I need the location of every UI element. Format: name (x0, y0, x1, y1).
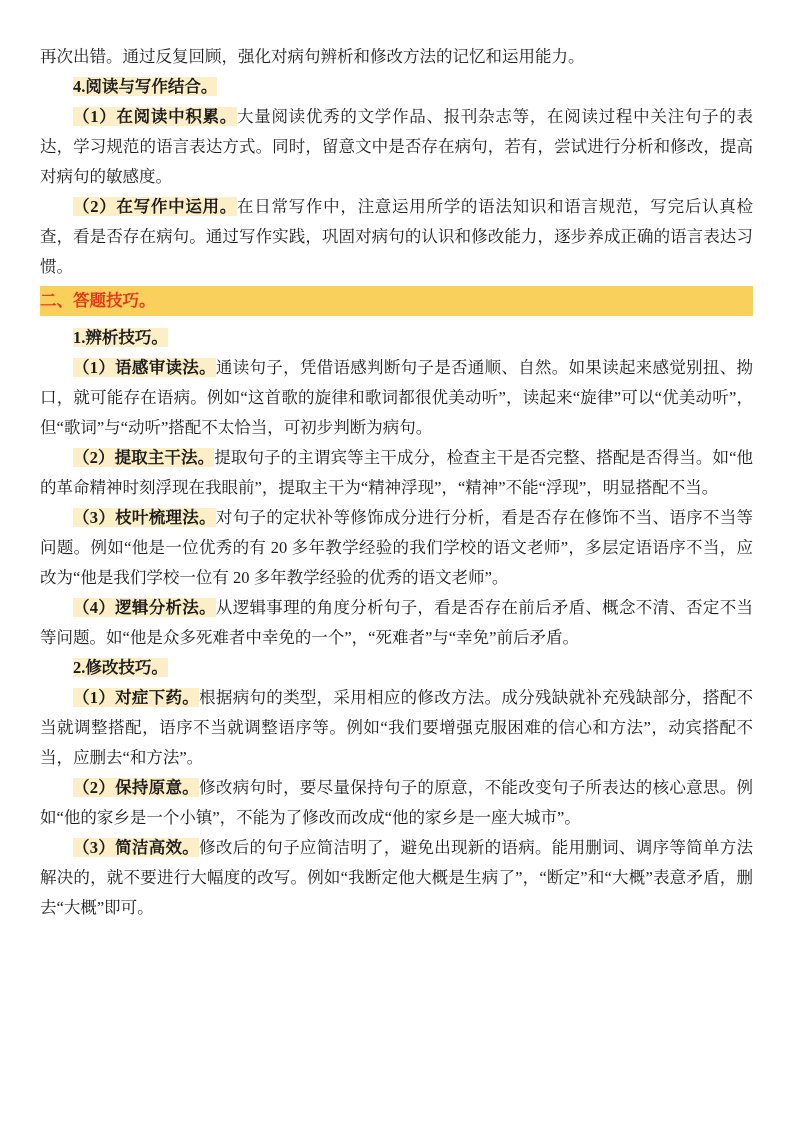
paragraph-targeted-remedy (40, 683, 753, 773)
subheading-text: 1.辨析技巧。 (73, 328, 168, 347)
paragraph-concise-efficient (40, 833, 753, 923)
paragraph-logic-analysis-method (40, 593, 753, 653)
paragraph-text: 再次出错。通过反复回顾，强化对病句辨析和修改方法的记忆和运用能力。 (40, 47, 585, 66)
paragraph-text: 提取句子的主谓宾等主干成分，检查主干是否完整、搭配是否得当。如“他的革命精神时刻浮现在我眼前”，提取主干为“精神浮现”，“精神”不能“浮现”，明显搭配不当。 (40, 448, 754, 497)
paragraph-keep-original-meaning (40, 773, 753, 833)
paragraph-text: 在日常写作中，注意运用所学的语法知识和语言规范，写完后认真检查，看是否存在病句。通过写作实践，巩固对病句的认识和修改能力，逐步养成正确的语言表达习惯。 (40, 197, 754, 276)
paragraph-text: 大量阅读优秀的文学作品、报刊杂志等，在阅读过程中关注句子的表达，学习规范的语言表达方式。同时，留意文中是否存在病句，若有，尝试进行分析和修改，提高对病句的敏感度。 (40, 107, 754, 186)
paragraph-writing-apply (40, 192, 753, 282)
inline-heading: （2）在写作中运用。 (73, 197, 237, 216)
paragraph-text: 根据病句的类型，采用相应的修改方法。成分残缺就补充残缺部分，搭配不当就调整搭配，语序不当就调整语序等。例如“我们要增强克服困难的信心和方法”，动宾搭配不当，应删去“和方法”。 (40, 688, 754, 767)
inline-heading: （2）提取主干法。 (73, 448, 215, 467)
continued-paragraph (40, 42, 753, 72)
paragraph-branch-leaf-method (40, 503, 753, 593)
inline-heading: （1）在阅读中积累。 (73, 107, 237, 126)
inline-heading: （1）对症下药。 (73, 688, 200, 707)
inline-heading: （2）保持原意。 (73, 778, 200, 797)
section-band-text: 二、答题技巧。 (40, 291, 156, 310)
section-band-answer-techniques (40, 286, 753, 316)
paragraph-trunk-extraction-method (40, 443, 753, 503)
subheading-analysis-techniques (40, 323, 753, 353)
subheading-reading-writing (40, 72, 753, 102)
paragraph-text: 从逻辑事理的角度分析句子，看是否存在前后矛盾、概念不清、否定不当等问题。如“他是众多死难者中幸免的一个”，“死难者”与“幸免”前后矛盾。 (40, 598, 754, 647)
paragraph-text: 对句子的定状补等修饰成分进行分析，看是否存在修饰不当、语序不当等问题。例如“他是一位优秀的有 20 多年教学经验的我们学校的语文老师”，多层定语语序不当，应改为“他是我们学校一位有 20 多年教学经验的优秀的语文老师”。 (40, 508, 754, 587)
inline-heading: （1）语感审读法。 (73, 358, 216, 377)
inline-heading: （4）逻辑分析法。 (73, 598, 216, 617)
paragraph-text: 修改病句时，要尽量保持句子的原意，不能改变句子所表达的核心意思。例如“他的家乡是一个小镇”，不能为了修改而改成“他的家乡是一座大城市”。 (40, 778, 754, 827)
subheading-text: 2.修改技巧。 (73, 658, 168, 677)
paragraph-reading-accumulate (40, 102, 753, 192)
paragraph-text: 修改后的句子应简洁明了，避免出现新的语病。能用删词、调序等简单方法解决的，就不要进行大幅度的改写。例如“我断定他大概是生病了”，“断定”和“大概”表意矛盾，删去“大概”即可。 (40, 838, 754, 917)
paragraph-text: 通读句子，凭借语感判断句子是否通顺、自然。如果读起来感觉别扭、拗口，就可能存在语病。例如“这首歌的旋律和歌词都很优美动听”，读起来“旋律”可以“优美动听”，但“歌词”与“动听”搭配不太恰当，可初步判断为病句。 (40, 358, 754, 437)
inline-heading: （3）枝叶梳理法。 (73, 508, 216, 527)
subheading-revision-techniques (40, 653, 753, 683)
inline-heading: （3）简洁高效。 (73, 838, 200, 857)
paragraph-sense-reading-method (40, 353, 753, 443)
subheading-text: 4.阅读与写作结合。 (73, 77, 218, 96)
